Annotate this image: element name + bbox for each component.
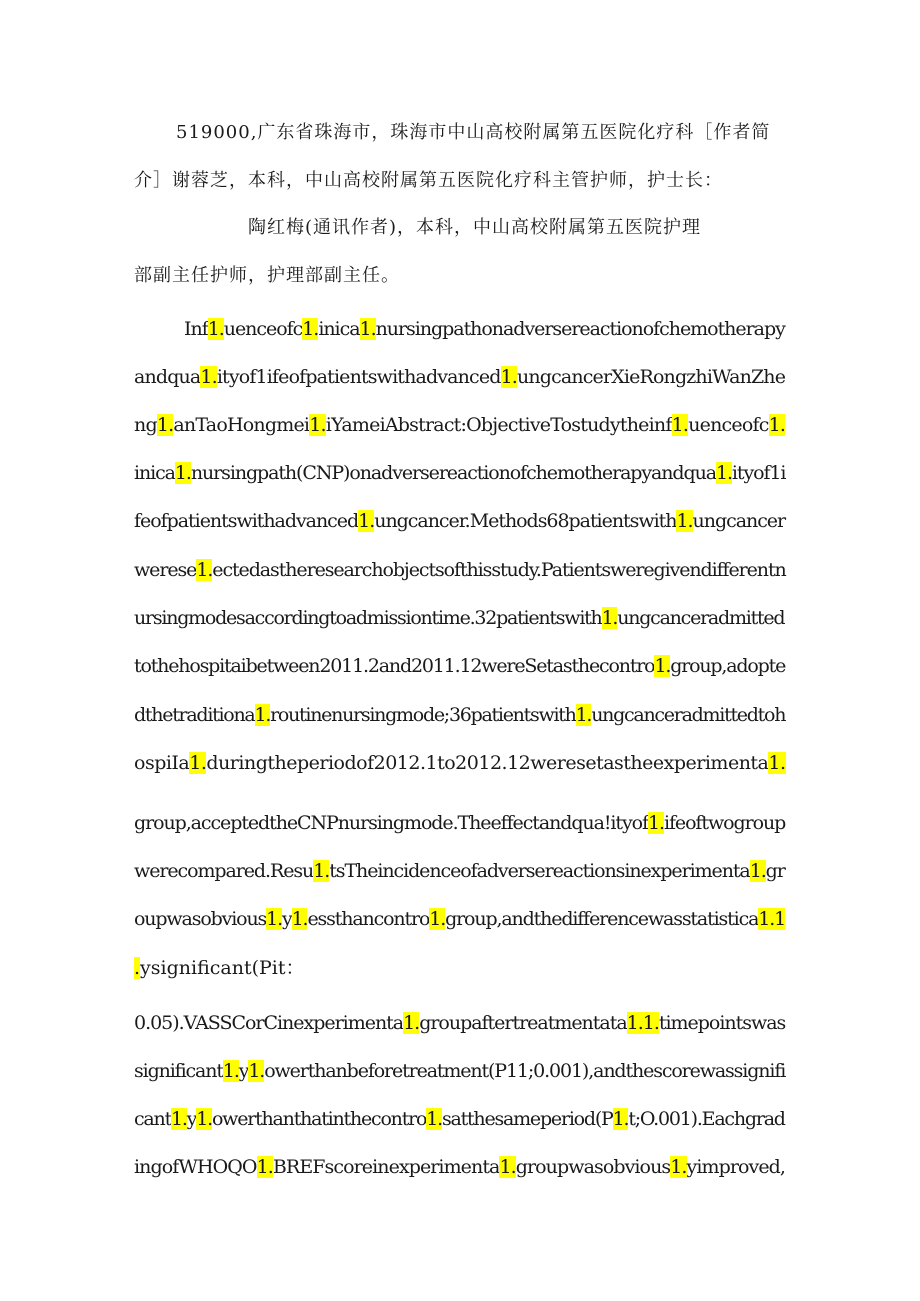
text-segment: ungcanceradmitted [617,607,785,629]
text-segment: ityof1i [731,462,786,484]
highlight-mark: 1.1. [626,1012,659,1034]
highlight-mark: 1. [671,414,689,436]
text-segment: routinenursingmode;36patientswith [270,704,576,726]
text-segment: group,acceptedtheCNPnursingmode.Theeffectandqua!ityof [134,812,648,834]
text-segment: gr [765,860,785,882]
text-segment: ursingmodesaccordingtoadmissiontime.32patientswith [134,607,602,629]
highlight-mark: 1. [715,462,732,484]
text-segment: feofpatientswithadvanced [134,510,359,532]
highlight-mark: 1. [676,510,693,532]
text-segment: uenceofc [223,318,303,340]
abstract-line [134,1154,786,1180]
abstract-line [134,906,786,932]
text-segment: tsTheincidenceofadversereactionsinexperimenta [329,860,750,882]
abstract-line [134,460,786,486]
text-segment: groupwasobvious [515,1156,671,1178]
highlight-mark: 1. [313,860,330,882]
text-segment: ungcanceradmittedtoh [591,704,786,726]
text-segment: groupaftertreatmentata [419,1012,627,1034]
highlight-mark: 1. [358,510,375,532]
highlight-mark: 1. [291,908,308,930]
abstract-line [134,750,786,776]
text-segment: ingofWHOQO [134,1156,257,1178]
highlight-mark: 1. [749,860,766,882]
highlight-mark: 1. [309,414,326,436]
highlight-mark: 1. [601,607,618,629]
text-segment: uenceofc [688,414,769,436]
text-segment: y [238,1060,249,1082]
text-segment: ungcancer [692,510,786,532]
text-segment: t;O.001).Eachgrad [628,1108,785,1130]
text-segment: y [186,1108,197,1130]
highlight-mark: 1. [575,704,592,726]
text-segment: satthesameperiod(P [441,1108,613,1130]
highlight-mark: 1. [359,318,376,340]
abstract-line [134,412,786,438]
text-segment: BREFscoreinexperimenta [272,1156,500,1178]
abstract-line [134,1010,786,1036]
abstract-line [134,1106,786,1132]
text-segment: nursingpathonadversereactionofchemotherapy [375,318,785,340]
text-segment: inica [318,318,360,340]
highlight-mark: 1.1 [758,908,786,930]
abstract-line [134,605,786,631]
highlight-mark: 1. [171,1108,187,1130]
text-segment: 0.05).VASSCorCinexperimenta [134,1012,404,1034]
text-segment: dthetraditiona [134,704,255,726]
text-segment: duringtheperiodof2012.1to2012.12weresetastheexperimenta [206,752,769,774]
text-segment: ungcancerXieRongzhiWanZhe [517,366,786,388]
highlight-mark: 1. [670,1156,687,1178]
text-segment: ng [134,414,157,436]
text-segment: tothehospitaibetween2011.2and2011.12wereSetasthecontro [134,655,655,677]
highlight-mark: 1. [647,812,664,834]
text-segment: yimproved, [686,1156,786,1178]
text-segment: oupwasobvious [134,908,267,930]
text-segment: werecompared.Resu [134,860,314,882]
highlight-mark: 1. [200,366,217,388]
author-info-line-3: 陶红梅(通讯作者)，本科，中山高校附属第五医院护理 [248,217,702,238]
abstract-line [134,1058,786,1084]
highlight-mark: 1. [403,1012,420,1034]
highlight-mark: 1. [156,414,174,436]
highlight-mark: 1. [207,318,224,340]
abstract-line [134,702,786,728]
highlight-mark: 1. [302,318,319,340]
text-segment: andqua [134,366,201,388]
highlight-mark: 1. [266,908,283,930]
abstract-line [184,316,786,342]
text-segment: Inf [184,318,208,340]
highlight-mark: 1. [196,1108,212,1130]
highlight-mark: 1. [256,1156,273,1178]
text-segment: y [282,908,292,930]
highlight-mark: 1. [426,1108,442,1130]
author-info-line-2: 介］谢蓉芝，本科，中山高校附属第五医院化疗科主管护师，护士长： [134,170,723,191]
text-segment: owerthanbeforetreatment(P11;0.001),andthescorewassignifi [264,1060,786,1082]
abstract-line [134,810,786,836]
highlight-mark: 1. [222,1060,239,1082]
abstract-line [134,653,786,679]
abstract-line [134,508,786,534]
text-segment: nursingpath(CNP)onadversereactionofchemotherapyandqua [190,462,716,484]
highlight-mark: 1. [429,908,446,930]
text-segment: iYameiAbstract:ObjectiveTostudytheinf [325,414,672,436]
text-segment: ospiIa [134,752,190,774]
text-segment: inica [134,462,175,484]
highlight-mark: 1. [174,462,191,484]
highlight-mark: . [134,957,141,979]
text-segment: ysignificant(Pit： [140,957,305,979]
text-segment: cant [134,1108,171,1130]
highlight-mark: 1. [768,414,786,436]
text-segment: significant [134,1060,223,1082]
abstract-line [134,364,786,390]
highlight-mark: 1. [189,752,207,774]
author-info-line-4: 部副主任护师，护理部副主任。 [134,265,400,286]
text-segment: ityof1ifeofpatientswithadvanced [216,366,501,388]
highlight-mark: 1. [254,704,271,726]
text-segment: group,andthedifferencewasstatistica [445,908,759,930]
highlight-mark: 1. [499,1156,516,1178]
highlight-mark: 1. [768,752,786,774]
text-segment: ifeoftwogroup [663,812,786,834]
text-segment: ectedastheresearchobjectsofthisstudy.Patientsweregivendifferentn [212,559,786,581]
highlight-mark: 1. [500,366,517,388]
text-segment: group,adopte [670,655,786,677]
highlight-mark: 1. [196,559,213,581]
abstract-line [134,955,786,981]
text-segment: werese [134,559,197,581]
author-info-line-1: 519000,广东省珠海市，珠海市中山高校附属第五医院化疗科［作者简 [176,122,771,143]
text-segment: essthancontro [307,908,430,930]
abstract-line [134,557,786,583]
text-segment: ungcancer.Methods68patientswith [374,510,677,532]
abstract-line [134,858,786,884]
text-segment: owerthanthatinthecontro [211,1108,427,1130]
highlight-mark: 1. [248,1060,265,1082]
highlight-mark: 1. [612,1108,629,1130]
text-segment: timepointswas [658,1012,786,1034]
text-segment: anTaoHongmei [173,414,310,436]
highlight-mark: 1. [654,655,671,677]
